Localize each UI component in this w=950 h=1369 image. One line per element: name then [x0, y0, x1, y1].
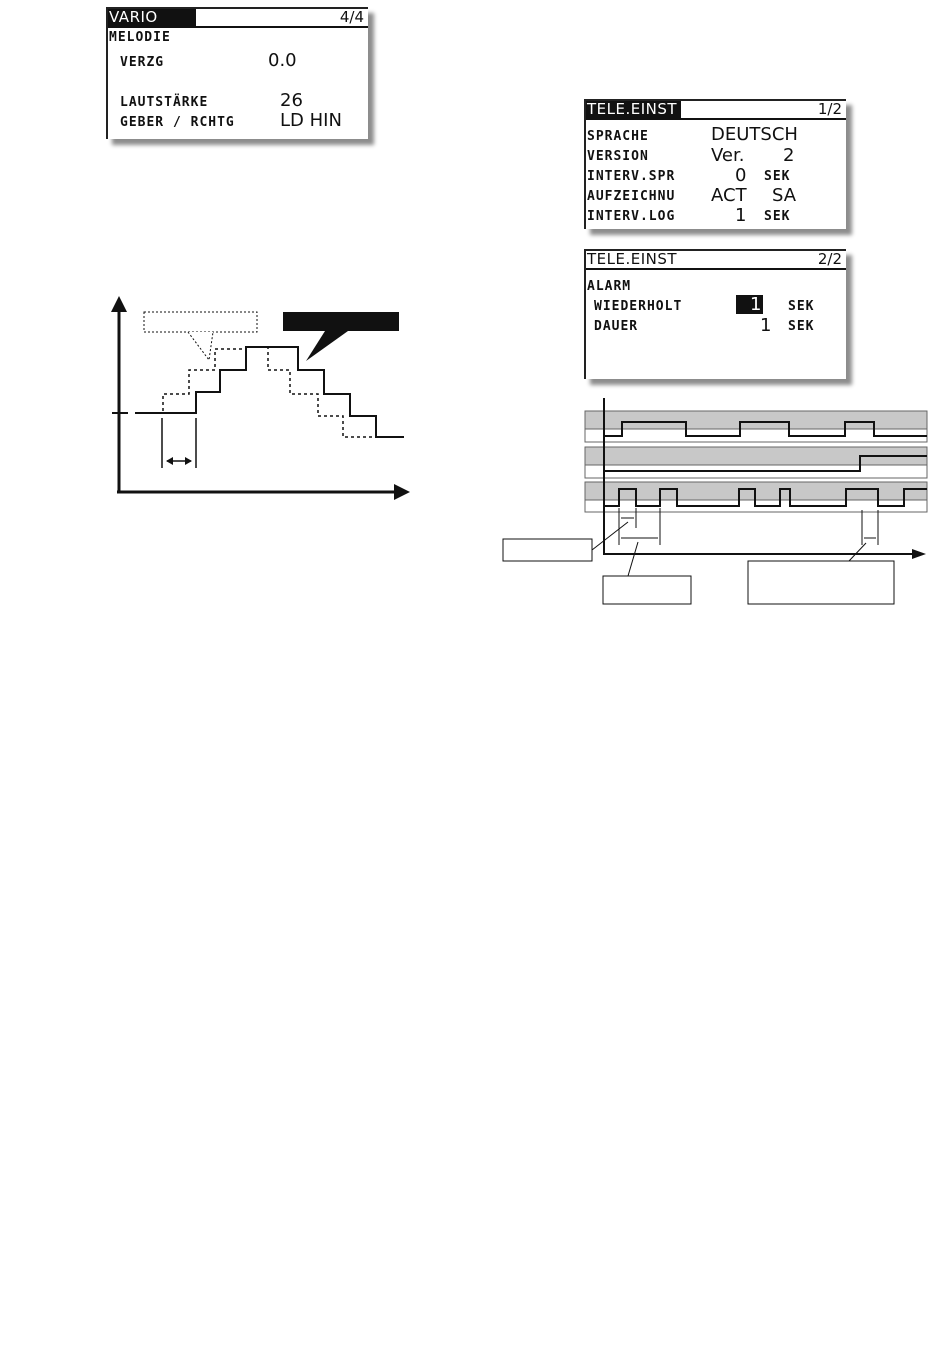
- tele-settings-screen-2: [584, 249, 846, 379]
- tele1-speech-interval-value[interactable]: 0: [735, 165, 747, 186]
- timing-signal-3: [604, 489, 927, 506]
- timing-callout-c-box: [748, 561, 894, 604]
- timing-band-1: [585, 411, 927, 429]
- timing-band-1-lower: [585, 429, 927, 442]
- tele2-repeat-label: WIEDERHOLT: [594, 299, 683, 314]
- timing-callout-a-box: [503, 539, 592, 561]
- timing-signal-1: [604, 422, 927, 436]
- timing-callout-a-leader: [592, 522, 628, 550]
- vario-page-indicator: 4/4: [339, 8, 364, 26]
- tele2-duration-value[interactable]: 1: [760, 315, 772, 336]
- tele2-repeat-value[interactable]: 1: [736, 295, 763, 314]
- timing-band-2-lower: [585, 465, 927, 478]
- vario-dashed-callout-pointer: [188, 332, 213, 360]
- tele1-recording-value[interactable]: ACT: [711, 185, 747, 206]
- tele1-log-interval-value[interactable]: 1: [735, 205, 747, 226]
- timing-signal-2: [604, 456, 927, 471]
- vario-solid-callout-pointer: [306, 331, 348, 361]
- vario-switch-label: GEBER / RCHTG: [120, 115, 235, 130]
- tele1-recording-label: AUFZEICHNU: [587, 189, 676, 204]
- vario-y-axis-arrow: [111, 296, 127, 312]
- tele1-recording-switch[interactable]: SA: [772, 185, 797, 206]
- tele1-speech-interval-label: INTERV.SPR: [587, 169, 676, 184]
- vario-header: [108, 9, 368, 28]
- tele1-version-label: VERSION: [587, 149, 649, 164]
- vario-x-axis-arrow: [394, 484, 410, 500]
- vario-dashed-callout-box: [144, 312, 257, 332]
- tele1-log-interval-label: INTERV.LOG: [587, 209, 676, 224]
- timing-band-3: [585, 482, 927, 500]
- tele2-title: TELE.EINST: [587, 250, 678, 268]
- timing-callout-b-leader: [628, 542, 638, 576]
- timing-callout-c-leader: [849, 543, 866, 561]
- tele1-language-label: SPRACHE: [587, 129, 649, 144]
- vario-switch-value[interactable]: LD HIN: [280, 110, 342, 131]
- vario-solid-step-curve: [135, 347, 404, 437]
- tele2-repeat-unit: SEK: [788, 299, 815, 314]
- column-divider: [470, 0, 471, 1]
- tele2-page-indicator: 2/2: [817, 250, 842, 268]
- tele2-section-alarm: ALARM: [587, 279, 632, 294]
- timing-band-3-lower: [585, 500, 927, 512]
- vario-title: VARIO: [108, 9, 196, 26]
- tele1-title: TELE.EINST: [586, 101, 681, 118]
- vario-dashed-step-curve: [135, 347, 375, 437]
- tele1-version-value: 2: [783, 145, 795, 166]
- vario-delay-label: VERZG: [120, 55, 165, 70]
- vario-section-melodie: MELODIE: [109, 30, 171, 45]
- tele2-duration-unit: SEK: [788, 319, 815, 334]
- tele1-language-value[interactable]: DEUTSCH: [711, 124, 798, 145]
- tele2-duration-label: DAUER: [594, 319, 639, 334]
- timing-band-2: [585, 447, 927, 465]
- tele2-header: [586, 251, 846, 270]
- tele-settings-screen-1: [584, 99, 846, 229]
- tele1-page-indicator: 1/2: [817, 100, 842, 118]
- vario-volume-value[interactable]: 26: [280, 90, 303, 111]
- vario-volume-label: LAUTSTÄRKE: [120, 95, 209, 110]
- tele1-header: [586, 101, 846, 120]
- vario-delay-arrow-right-head: [185, 457, 192, 465]
- vario-lcd-screen: [106, 7, 368, 139]
- timing-x-axis-arrow: [912, 549, 926, 559]
- tele1-log-interval-unit: SEK: [764, 209, 791, 224]
- tele1-speech-interval-unit: SEK: [764, 169, 791, 184]
- timing-callout-b-box: [603, 576, 691, 604]
- tele1-version-prefix: Ver.: [711, 145, 745, 166]
- vario-delay-value[interactable]: 0.0: [268, 50, 297, 71]
- vario-delay-arrow-left-head: [166, 457, 173, 465]
- vario-solid-callout-box: [283, 312, 399, 331]
